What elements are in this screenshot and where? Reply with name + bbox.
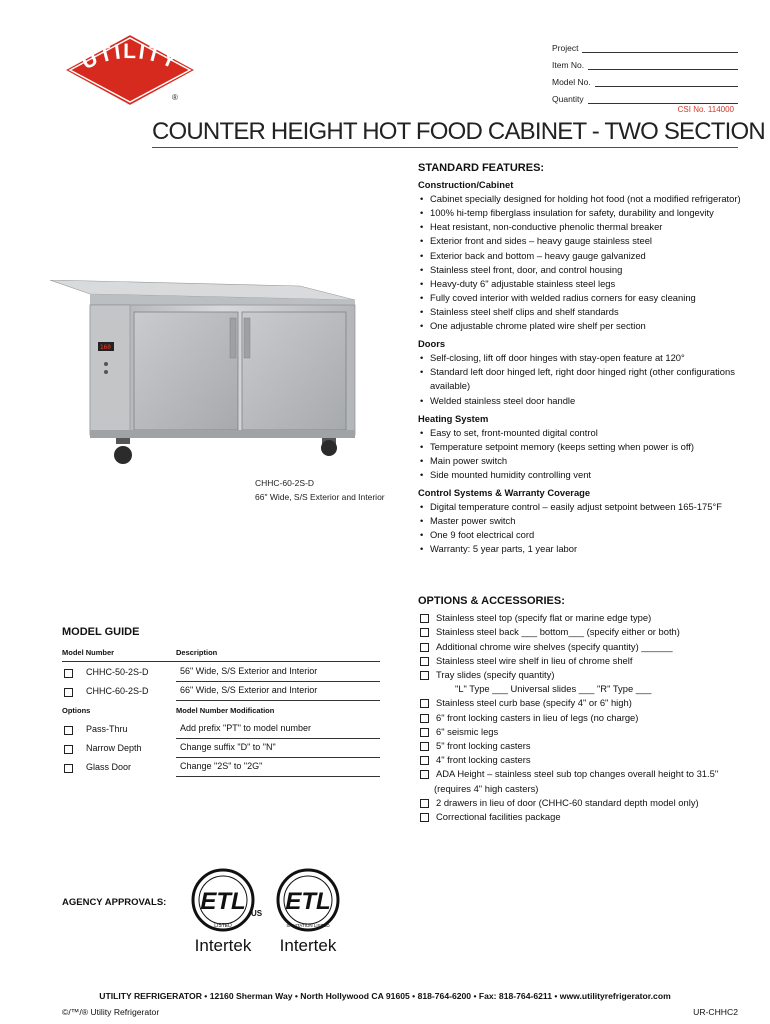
option-label: Additional chrome wire shelves (specify quantity) ______	[436, 640, 673, 652]
footer-copyright: ©/™/® Utility Refrigerator	[62, 1007, 160, 1017]
logo-text: UTILITY	[78, 39, 183, 75]
checkbox[interactable]	[64, 726, 73, 735]
list-item: • Exterior front and sides – heavy gauge stainless steel	[418, 234, 743, 248]
checkbox[interactable]	[420, 657, 429, 666]
option-label: Stainless steel wire shelf in lieu of chrome shelf	[436, 654, 633, 666]
option-item	[418, 696, 748, 710]
option-label: 5" front locking casters	[436, 740, 531, 752]
checkbox[interactable]	[420, 742, 429, 751]
list-item: • Self-closing, lift off door hinges with stay-open feature at 120°	[418, 351, 743, 365]
option-item	[418, 711, 748, 725]
project-label: Project	[552, 43, 579, 53]
document-code: UR-CHHC2	[693, 1007, 738, 1017]
option-name: Pass-Thru	[86, 723, 128, 734]
options-accessories	[418, 594, 748, 824]
checkbox[interactable]	[420, 813, 429, 822]
etl-mark: ETL	[285, 888, 331, 915]
product-caption	[255, 476, 385, 504]
title-rule	[152, 147, 738, 148]
item-no-label: Item No.	[552, 60, 585, 70]
list-item: • Cabinet specially designed for holding hot food (not a modified refrigerator)	[418, 192, 743, 206]
utility-logo	[60, 30, 200, 110]
option-label: 6" front locking casters in lieu of legs (no charge)	[436, 711, 639, 723]
list-item: • Digital temperature control – easily adjust setpoint between 165-175°F	[418, 500, 743, 514]
checkbox[interactable]	[64, 669, 73, 678]
ada-note: (requires 4" high casters)	[434, 782, 539, 794]
checkbox[interactable]	[420, 628, 429, 637]
option-label: 2 drawers in lieu of door (CHHC-60 standard depth model only)	[436, 796, 699, 808]
model-guide-heading: MODEL GUIDE	[62, 626, 140, 638]
caption-model: CHHC-60-2S-D	[255, 478, 315, 488]
option-item	[418, 668, 748, 682]
csi-number: CSI No. 114000	[677, 105, 734, 114]
tray-types: "L" Type ___ Universal slides ___ "R" Type ___	[455, 683, 652, 695]
model-no-label: Model No.	[552, 77, 591, 87]
list-item: • One adjustable chrome plated wire shelf per section	[418, 319, 743, 333]
model-number: CHHC-60-2S-D	[86, 685, 149, 696]
section-title: Doors	[418, 338, 446, 350]
option-modification: Change suffix "D" to "N"	[176, 738, 380, 758]
option-label: Stainless steel curb base (specify 4" or 6" high)	[436, 697, 632, 709]
option-label: Correctional facilities package	[436, 811, 561, 823]
item-no-line[interactable]	[588, 59, 738, 70]
etl-listed-logo	[185, 858, 265, 958]
option-label: ADA Height – stainless steel sub top changes overall height to 31.5"	[436, 768, 719, 780]
options-header	[62, 706, 380, 719]
cabinet-display-temp: 160	[100, 344, 111, 351]
list-item: • Heat resistant, non-conductive phenolic thermal breaker	[418, 220, 743, 234]
model-number: CHHC-50-2S-D	[86, 666, 149, 677]
quantity-label: Quantity	[552, 94, 584, 104]
standard-features	[418, 161, 743, 561]
list-item: • One 9 foot electrical cord	[418, 528, 743, 542]
checkbox[interactable]	[420, 614, 429, 623]
col-options: Options	[62, 706, 91, 715]
col-description: Description	[176, 648, 218, 657]
etl-sub: LISTED	[214, 923, 232, 929]
table-row	[62, 757, 380, 776]
option-item	[418, 796, 748, 810]
section-title: Control Systems & Warranty Coverage	[418, 487, 591, 499]
option-item	[418, 625, 748, 639]
options-heading: OPTIONS & ACCESSORIES:	[418, 595, 565, 607]
agency-approvals-label: AGENCY APPROVALS:	[62, 897, 167, 908]
option-label: 4" front locking casters	[436, 754, 531, 766]
project-block	[552, 36, 738, 104]
checkbox[interactable]	[420, 699, 429, 708]
option-item	[418, 654, 748, 668]
list-item: • Stainless steel front, door, and control housing	[418, 263, 743, 277]
checkbox[interactable]	[420, 671, 429, 680]
col-model-number: Model Number	[62, 648, 115, 657]
col-modification: Model Number Modification	[176, 706, 275, 715]
list-item: • Temperature setpoint memory (keeps setting when power is off)	[418, 440, 743, 454]
option-item	[418, 611, 748, 625]
checkbox[interactable]	[420, 643, 429, 652]
checkbox[interactable]	[420, 756, 429, 765]
etl-sub: SANITATION LISTED	[286, 923, 330, 928]
list-item: • Warranty: 5 year parts, 1 year labor	[418, 542, 743, 556]
list-item: • Stainless steel shelf clips and shelf standards	[418, 305, 743, 319]
intertek-text: Intertek	[279, 936, 337, 955]
table-row	[62, 662, 380, 681]
option-label: 6" seismic legs	[436, 725, 499, 737]
model-guide	[62, 626, 380, 776]
checkbox[interactable]	[64, 688, 73, 697]
list-item: • Welded stainless steel door handle	[418, 394, 743, 408]
quantity-line[interactable]	[588, 93, 738, 104]
list-item: • 100% hi-temp fiberglass insulation for safety, durability and longevity	[418, 206, 743, 220]
option-item	[418, 739, 748, 753]
model-guide-header	[62, 648, 380, 662]
intertek-text: Intertek	[194, 936, 252, 955]
checkbox[interactable]	[64, 764, 73, 773]
option-modification: Change "2S" to "2G"	[176, 757, 380, 777]
standard-features-heading: STANDARD FEATURES:	[418, 162, 545, 174]
option-label: Tray slides (specify quantity)	[436, 669, 555, 681]
checkbox[interactable]	[420, 770, 429, 779]
caption-desc: 66" Wide, S/S Exterior and Interior	[255, 492, 385, 502]
list-item: • Side mounted humidity controlling vent	[418, 468, 743, 482]
list-item: • Standard left door hinged left, right door hinged right (other configurations available)	[418, 365, 743, 393]
table-row	[62, 681, 380, 700]
list-item: • Fully coved interior with welded radius corners for easy cleaning	[418, 291, 743, 305]
option-label: Stainless steel back ___ bottom___ (specify either or both)	[436, 626, 680, 638]
model-description: 56" Wide, S/S Exterior and Interior	[176, 662, 380, 682]
option-item	[418, 753, 748, 767]
page-title: COUNTER HEIGHT HOT FOOD CABINET - TWO SECTION	[152, 118, 765, 145]
option-item	[418, 725, 748, 739]
etl-us: US	[251, 909, 263, 918]
project-line[interactable]	[582, 42, 738, 53]
footer-address: UTILITY REFRIGERATOR • 12160 Sherman Way • North Hollywood CA 91605 • 818-764-6200 • Fax: 818-764-6211 • www.utilityrefrigerator.com	[99, 991, 671, 1001]
logo-trademark: ®	[172, 93, 178, 102]
list-item: • Main power switch	[418, 454, 743, 468]
option-name: Glass Door	[86, 761, 132, 772]
section-title: Heating System	[418, 412, 489, 424]
list-item: • Exterior back and bottom – heavy gauge galvanized	[418, 249, 743, 263]
table-row	[62, 738, 380, 757]
option-name: Narrow Depth	[86, 742, 142, 753]
option-label: Stainless steel top (specify flat or marine edge type)	[436, 612, 652, 624]
list-item: • Heavy-duty 6" adjustable stainless steel legs	[418, 277, 743, 291]
checkbox[interactable]	[64, 745, 73, 754]
option-item	[418, 640, 748, 654]
list-item: • Master power switch	[418, 514, 743, 528]
checkbox[interactable]	[420, 714, 429, 723]
section-title: Construction/Cabinet	[418, 179, 514, 191]
option-item	[418, 767, 748, 781]
option-modification: Add prefix "PT" to model number	[176, 719, 380, 739]
list-item: • Easy to set, front-mounted digital control	[418, 426, 743, 440]
model-description: 66" Wide, S/S Exterior and Interior	[176, 681, 380, 701]
option-item	[418, 810, 748, 824]
model-no-line[interactable]	[595, 76, 738, 87]
cabinet-image	[50, 280, 360, 470]
etl-sanitation-logo	[270, 858, 350, 958]
etl-mark: ETL	[200, 888, 246, 915]
checkbox[interactable]	[420, 728, 429, 737]
table-row	[62, 719, 380, 738]
checkbox[interactable]	[420, 799, 429, 808]
